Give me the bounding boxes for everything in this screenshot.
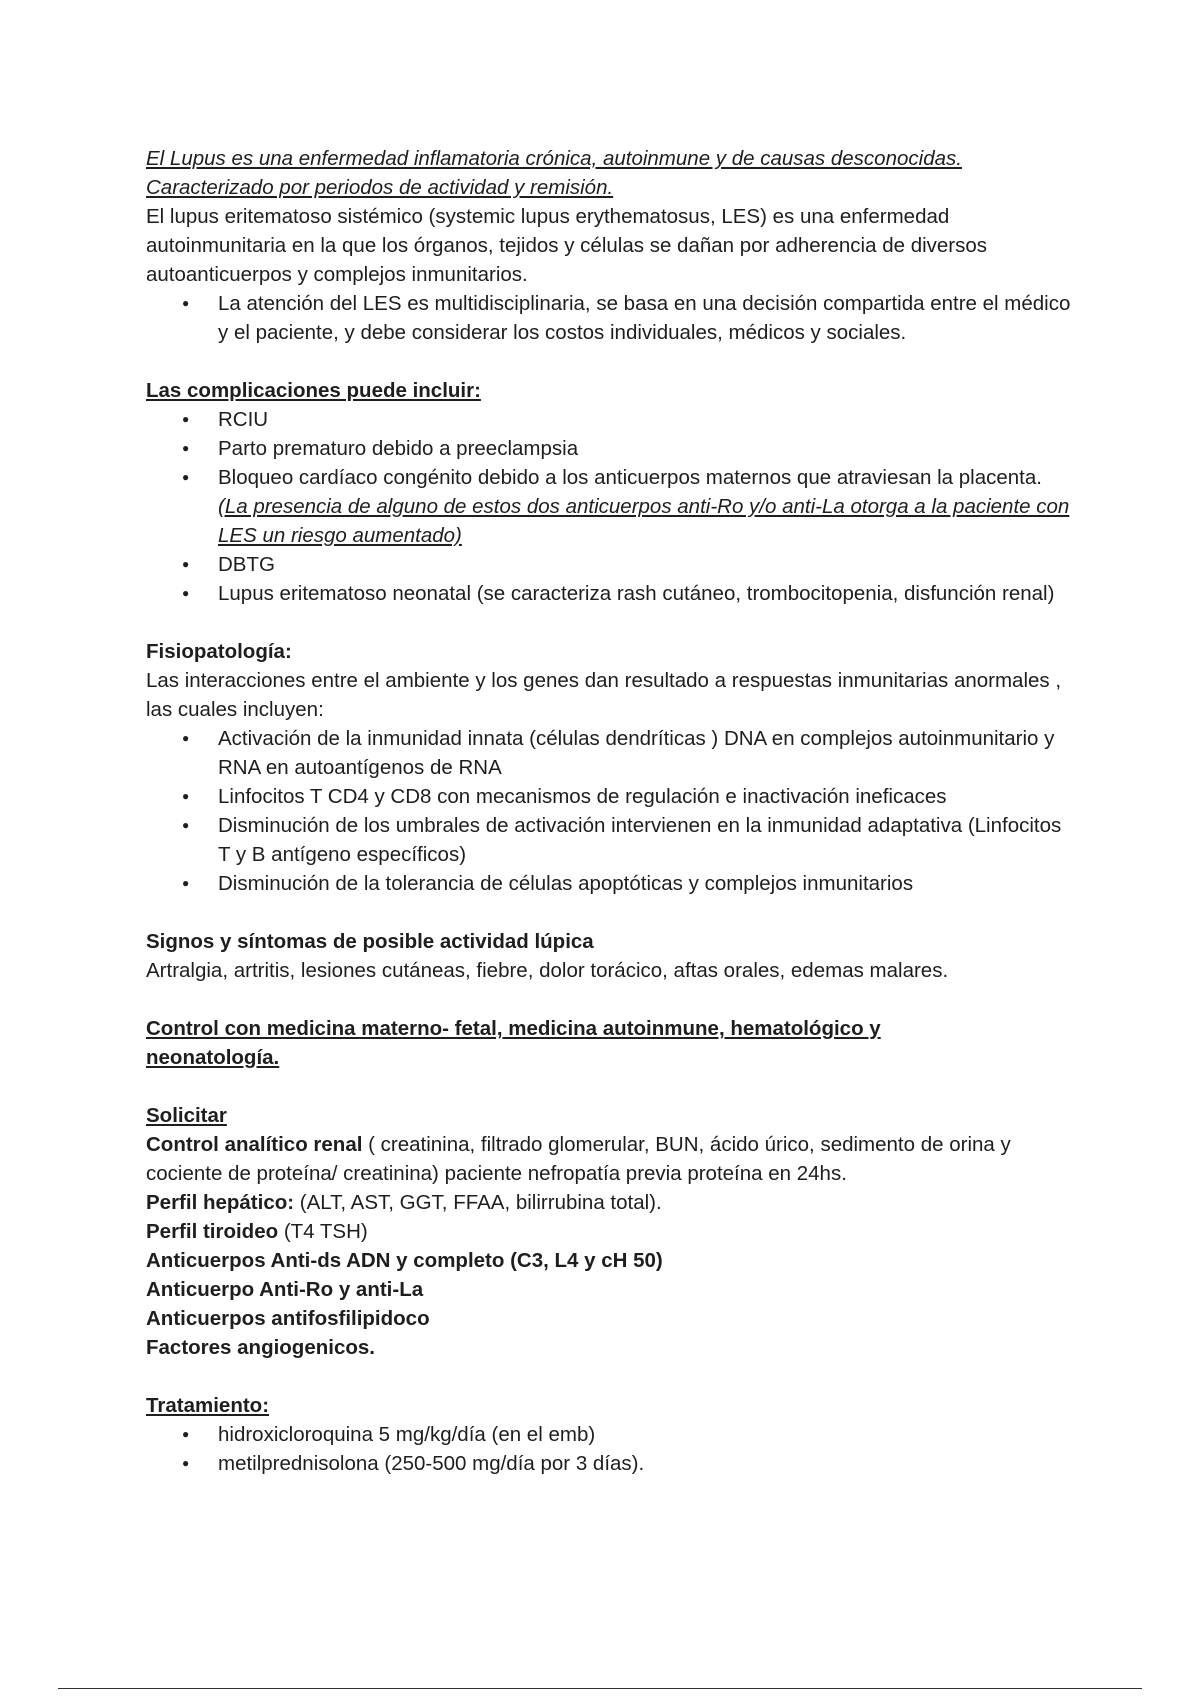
treatment-heading: Tratamiento: [146, 1394, 270, 1417]
signs-text: Artralgia, artritis, lesiones cutáneas, fiebre, dolor torácico, aftas orales, edemas malares. [146, 959, 949, 982]
physiopathology-list [146, 724, 1076, 898]
intro-line-1: El Lupus es una enfermedad inflamatoria crónica, autoinmune y de causas desconocidas. [146, 147, 962, 170]
list-item: ● Linfocitos T CD4 y CD8 con mecanismos de regulación e inactivación ineficaces [146, 782, 1076, 811]
anti-ds-dna: Anticuerpos Anti-ds ADN y completo (C3, L4 y cH 50) [146, 1249, 663, 1272]
angiogenic-factors: Factores angiogenicos. [146, 1336, 375, 1359]
list-item: ● La atención del LES es multidisciplinaria, se basa en una decisión compartida entre el médico y el paciente, y debe considerar los costos individuales, médicos y sociales. [146, 289, 1076, 347]
antiphospholipid: Anticuerpos antifosfilipidoco [146, 1307, 430, 1330]
hepatic-label: Perfil hepático: [146, 1191, 295, 1214]
list-item: ● DBTG [146, 550, 1076, 579]
thyroid-label: Perfil tiroideo [146, 1220, 279, 1243]
list-item: ● hidroxicloroquina 5 mg/kg/día (en el emb) [146, 1420, 1076, 1449]
anti-ro-la: Anticuerpo Anti-Ro y anti-La [146, 1278, 424, 1301]
list-item: ● Lupus eritematoso neonatal (se caracteriza rash cutáneo, trombocitopenia, disfunción renal) [146, 579, 1076, 608]
list-item: ● Activación de la inmunidad innata (células dendríticas ) DNA en complejos autoinmunitario y RNA en autoantígenos de RNA [146, 724, 1076, 782]
list-item: ● Parto prematuro debido a preeclampsia [146, 434, 1076, 463]
list-item: ● Disminución de los umbrales de activación intervienen en la inmunidad adaptativa (Linfocitos T y B antígeno específicos) [146, 811, 1076, 869]
list-item: ● Disminución de la tolerancia de células apoptóticas y complejos inmunitarios [146, 869, 1076, 898]
signs-heading: Signos y síntomas de posible actividad lúpica [146, 930, 594, 953]
control-heading-line-1: Control con medicina materno- fetal, medicina autoinmune, hematológico y [146, 1017, 881, 1040]
treatment-list [146, 1420, 1076, 1478]
list-item: ● RCIU [146, 405, 1076, 434]
thyroid-profile [146, 1217, 1076, 1246]
definition-paragraph: El lupus eritematoso sistémico (systemic lupus erythematosus, LES) es una enfermedad autoinmunitaria en la que los órganos, tejidos y células se dañan por adherencia de diversos autoanticuerpos y complejos inmunitarios. [146, 205, 988, 286]
list-item: ● metilprednisolona (250-500 mg/día por 3 días). [146, 1449, 1076, 1478]
physiopathology-text: Las interacciones entre el ambiente y los genes dan resultado a respuestas inmunitarias anormales , las cuales incluyen: [146, 669, 1062, 721]
renal-label: Control analítico renal [146, 1133, 363, 1156]
intro-line-2: Caracterizado por periodos de actividad y remisión. [146, 176, 614, 199]
thyroid-text: (T4 TSH) [278, 1220, 368, 1243]
document-page [146, 144, 1076, 1478]
renal-text: ( creatinina, filtrado glomerular, BUN, ácido úrico, sedimento de orina y cociente de proteína/ creatinina) paciente nefropatía previa proteína en 24hs. [146, 1133, 1011, 1185]
physiopathology-heading: Fisiopatología: [146, 640, 292, 663]
complications-heading: Las complicaciones puede incluir: [146, 379, 481, 402]
list-item [146, 463, 1076, 550]
complications-list [146, 405, 1076, 608]
list-item-text: Bloqueo cardíaco congénito debido a los anticuerpos maternos que atraviesan la placenta. [218, 466, 1042, 489]
antibody-note: (La presencia de alguno de estos dos anticuerpos anti-Ro y/o anti-La otorga a la paciente con LES un riesgo aumentado) [218, 495, 1070, 547]
footer-divider [58, 1688, 1142, 1689]
renal-control [146, 1130, 1076, 1188]
control-heading-line-2: neonatología. [146, 1046, 280, 1069]
definition-list [146, 289, 1076, 347]
hepatic-profile [146, 1188, 1076, 1217]
hepatic-text: (ALT, AST, GGT, FFAA, bilirrubina total). [294, 1191, 662, 1214]
request-heading: Solicitar [146, 1104, 227, 1127]
